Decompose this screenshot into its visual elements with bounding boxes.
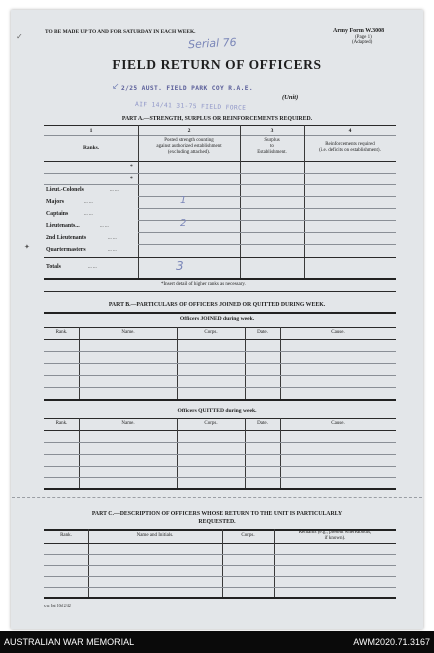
footer-institution: AUSTRALIAN WAR MEMORIAL: [4, 637, 135, 647]
binding-mark-2: ✦: [24, 243, 30, 251]
rank-2nd-lieutenants: 2nd Lieutenants: [46, 235, 87, 241]
totals-dots: ... ...: [88, 265, 97, 270]
form-adapted: (Adapted): [352, 40, 373, 45]
quitted-title: Officers QUITTED during week.: [177, 408, 257, 414]
part-b-top-rule: [44, 312, 396, 314]
print-code: s.w. Int 10d 2/42: [44, 603, 71, 608]
part-a-bottom-rule: [44, 278, 396, 280]
quitted-row-4: [44, 477, 396, 478]
part-a-heading: PART A.—STRENGTH, SURPLUS OR REINFORCEMENTS REQUIRED.: [121, 116, 313, 122]
quitted-title-rule: [44, 418, 396, 419]
row-rule-a4: [138, 208, 396, 209]
joined-header-rule: [44, 339, 396, 340]
row-rule-a1: [44, 173, 396, 174]
part-c-col-corps: Corps.: [241, 533, 255, 538]
form-title: FIELD RETURN OF OFFICERS: [112, 57, 322, 72]
quitted-row-3: [44, 466, 396, 467]
rank-lieutenants: Lieutenants...: [46, 223, 80, 229]
part-a-header-rule: [44, 161, 396, 162]
part-a-vline-1: [138, 125, 139, 279]
form-page: (Page 1): [355, 35, 372, 40]
part-c-row-1: [44, 554, 396, 555]
joined-bottom-rule: [44, 399, 396, 401]
part-a-end-rule: [44, 291, 396, 292]
part-c-header-rule: [44, 543, 396, 544]
joined-row-1: [44, 351, 396, 352]
hand-lieutenants: 2: [180, 218, 187, 229]
quitted-col-rank: Rank.: [55, 421, 68, 426]
part-a-numbers-rule: [44, 135, 396, 136]
binding-mark: ✓: [16, 32, 23, 41]
row-rule-a7: [138, 244, 396, 245]
rank-dots-0: ... ...: [110, 188, 119, 193]
totals-label: Totals: [46, 264, 61, 270]
rank-quartermasters: Quartermasters: [46, 247, 86, 253]
col-ranks-header: Ranks.: [82, 145, 100, 151]
joined-row-2: [44, 363, 396, 364]
fold-line: [12, 497, 422, 498]
quitted-col-cause: Cause.: [331, 421, 345, 426]
row-rule-a6: [138, 232, 396, 233]
part-c-heading: PART C.—DESCRIPTION OF OFFICERS WHOSE RETURN TO THE UNIT IS PARTICULARLY REQUESTED.: [91, 511, 343, 525]
rank-majors: Majors: [46, 199, 65, 205]
quitted-row-1: [44, 442, 396, 443]
rank-lieut-colonels: Lieut.-Colonels: [46, 187, 84, 193]
row-rule-a5: [138, 220, 396, 221]
hand-totals: 3: [176, 259, 184, 273]
col-num-4: 4: [348, 128, 352, 134]
part-a-vline-3: [304, 125, 305, 279]
joined-col-date: Date.: [257, 330, 268, 335]
quitted-col-date: Date.: [257, 421, 268, 426]
rank-dots-5: ... ...: [108, 248, 117, 253]
form-instruction: TO BE MADE UP TO AND FOR SATURDAY IN EACH WEEK.: [45, 29, 196, 35]
col-num-1: 1: [89, 128, 93, 134]
star-row-2: *: [130, 176, 133, 182]
col-reinf-header: Reinforcements required (i.e. deficits on establishment).: [319, 142, 381, 153]
part-c-col-remarks: Remarks (e.g., present whereabouts, if known).: [298, 530, 372, 541]
unit-stamp: 2/25 AUST. FIELD PARK COY R.A.E.: [121, 85, 254, 92]
joined-row-3: [44, 375, 396, 376]
form-number: Army Form W.3008: [333, 28, 385, 34]
unit-label: (Unit): [282, 94, 299, 101]
joined-col-corps: Corps.: [204, 330, 218, 335]
quitted-col-corps: Corps.: [204, 421, 218, 426]
joined-row-4: [44, 387, 396, 388]
part-c-col-rank: Rank.: [60, 533, 72, 538]
archive-footer: [0, 631, 434, 653]
rank-dots-4: ... ...: [108, 236, 117, 241]
rank-dots-3: ... ...: [100, 224, 109, 229]
rank-dots-2: ... ...: [84, 212, 93, 217]
joined-col-rank: Rank.: [55, 330, 68, 335]
part-a-vline-2: [240, 125, 241, 279]
part-c-col-name: Name and Initials.: [136, 533, 174, 538]
part-a-top-rule: [44, 125, 396, 126]
quitted-row-2: [44, 454, 396, 455]
force-stamp: AIF 14/41 31-75 FIELD FORCE: [134, 101, 247, 112]
joined-col-name: Name.: [121, 330, 135, 335]
unit-stamp-mark: ↙: [112, 81, 120, 91]
row-rule-a3: [138, 196, 396, 197]
joined-title: Officers JOINED during week.: [179, 316, 255, 322]
part-a-note: *Insert detail of higher ranks as necessary.: [161, 282, 246, 287]
rank-captains: Captains: [46, 211, 69, 217]
part-c-row-3: [44, 576, 396, 577]
rank-dots-1: ... ...: [84, 200, 93, 205]
serial-handwritten: Serial 76: [187, 35, 237, 52]
quitted-col-name: Name.: [121, 421, 135, 426]
star-row-1: *: [130, 164, 133, 170]
row-rule-a8: [44, 257, 396, 258]
col-surplus-header: Surplus to Establishment.: [257, 138, 287, 155]
part-c-row-4: [44, 587, 396, 588]
footer-accession: AWM2020.71.3167: [353, 637, 430, 647]
part-c-bottom-rule: [44, 597, 396, 599]
col-posted-header: Posted strength counting against authorized establishment (excluding attached).: [156, 138, 222, 155]
joined-title-rule: [44, 327, 396, 328]
hand-majors: 1: [180, 195, 187, 206]
col-num-2: 2: [187, 128, 191, 134]
quitted-bottom-rule: [44, 488, 396, 490]
joined-col-cause: Cause.: [331, 330, 345, 335]
quitted-header-rule: [44, 430, 396, 431]
col-num-3: 3: [270, 128, 274, 134]
part-b-heading: PART B.—PARTICULARS OF OFFICERS JOINED OR QUITTED DURING WEEK.: [108, 302, 326, 308]
row-rule-a2: [44, 184, 396, 185]
part-c-row-2: [44, 565, 396, 566]
